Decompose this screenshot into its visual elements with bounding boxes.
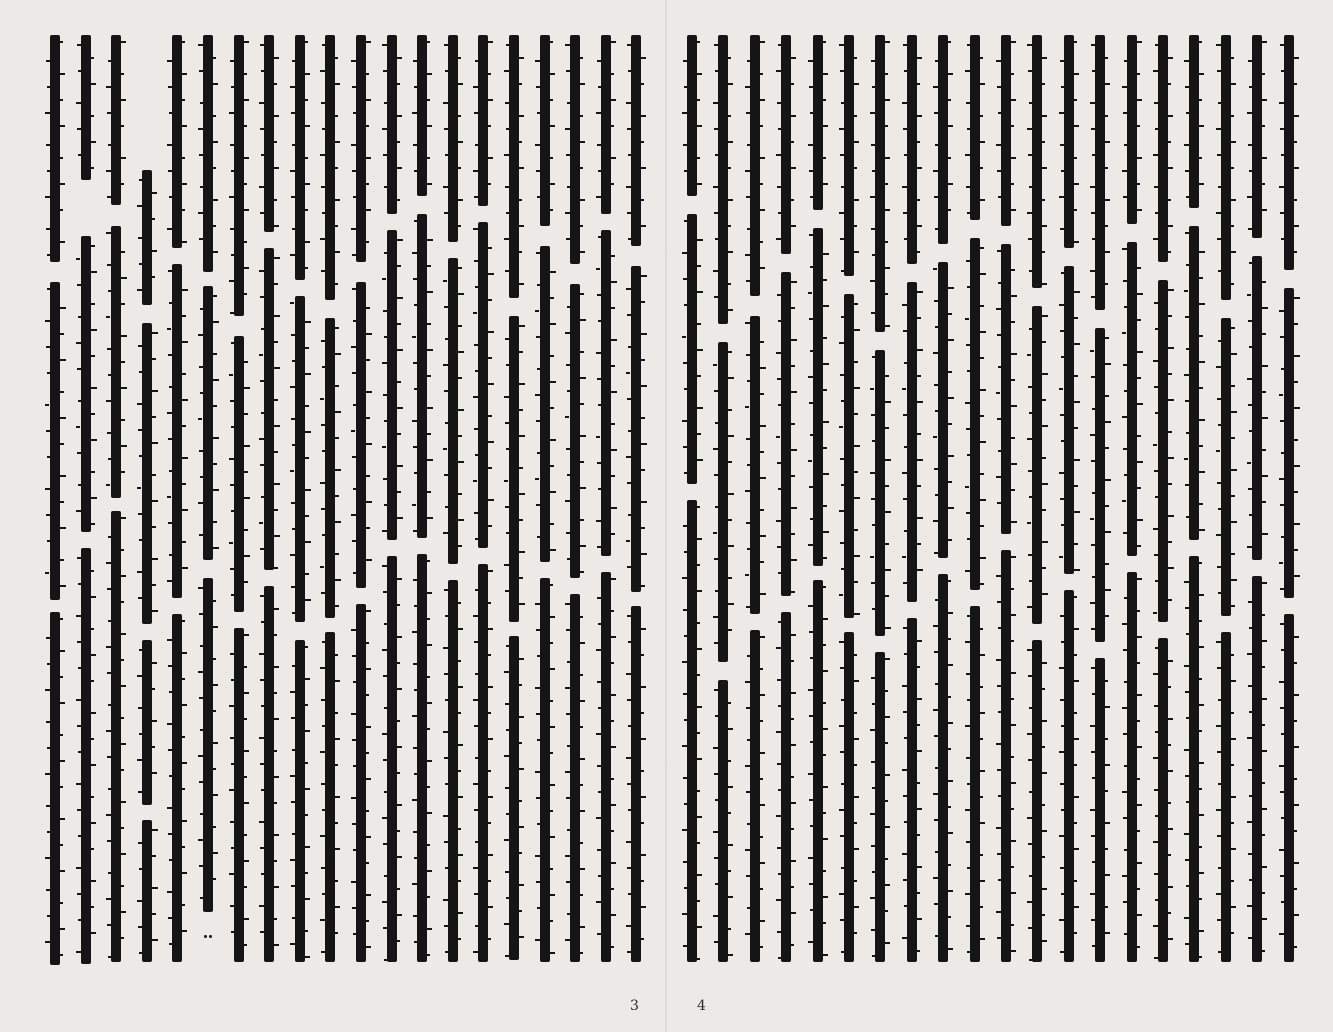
word-stroke: [203, 35, 213, 272]
text-column: [993, 0, 1019, 1032]
word-stroke: [417, 35, 427, 196]
word-stroke: [1221, 35, 1231, 300]
word-stroke: [718, 35, 728, 324]
word-stroke: [509, 636, 519, 960]
word-stroke: [540, 246, 550, 562]
word-stroke: [1032, 306, 1042, 624]
word-stroke: [540, 578, 550, 962]
text-column: [317, 0, 343, 1032]
word-stroke: [970, 606, 980, 962]
word-stroke: [844, 35, 854, 276]
word-stroke: [875, 652, 885, 962]
word-stroke: [718, 342, 728, 662]
right-page: [667, 0, 1333, 1032]
text-column: [1150, 0, 1176, 1032]
word-stroke: [142, 640, 152, 805]
word-stroke: [203, 286, 213, 560]
word-stroke: [844, 632, 854, 962]
word-stroke: [1158, 35, 1168, 262]
text-column: [1181, 0, 1207, 1032]
text-column: [103, 0, 129, 1032]
word-stroke: [844, 294, 854, 618]
word-stroke: [781, 272, 791, 596]
text-column: [470, 0, 496, 1032]
word-stroke: [1284, 288, 1294, 598]
text-column: [1244, 0, 1270, 1032]
text-column: [836, 0, 862, 1032]
word-stroke: [234, 336, 244, 612]
text-column: [1056, 0, 1082, 1032]
word-stroke: [1252, 35, 1262, 238]
text-column: [134, 0, 160, 1032]
word-stroke: [875, 35, 885, 332]
word-stroke: [1064, 590, 1074, 962]
word-stroke: [1127, 242, 1137, 556]
word-stroke: [570, 594, 580, 962]
word-stroke: [601, 572, 611, 962]
word-stroke: [478, 222, 488, 548]
word-stroke: [631, 266, 641, 592]
word-stroke: [387, 556, 397, 962]
text-column: [899, 0, 925, 1032]
word-stroke: [142, 323, 152, 624]
word-stroke: [1001, 35, 1011, 226]
punctuation-mark: [233, 300, 245, 310]
word-stroke: [417, 214, 427, 538]
word-stroke: [1252, 576, 1262, 962]
left-page: [0, 0, 666, 1032]
word-stroke: [540, 35, 550, 226]
word-stroke: [938, 574, 948, 962]
word-stroke: [1158, 638, 1168, 962]
word-stroke: [570, 284, 580, 578]
word-stroke: [1095, 328, 1105, 642]
word-stroke: [387, 35, 397, 214]
word-stroke: [81, 236, 91, 532]
text-column: [742, 0, 768, 1032]
word-stroke: [356, 604, 366, 962]
text-column: [710, 0, 736, 1032]
word-stroke: [325, 35, 335, 300]
word-stroke: [356, 282, 366, 588]
text-column: [562, 0, 588, 1032]
word-stroke: [264, 248, 274, 570]
text-column: [73, 0, 99, 1032]
word-stroke: [50, 612, 60, 965]
word-stroke: [264, 35, 274, 232]
text-column: [1213, 0, 1239, 1032]
word-stroke: [142, 170, 152, 305]
word-stroke: [172, 35, 182, 248]
text-column: [348, 0, 374, 1032]
word-stroke: [295, 35, 305, 280]
word-stroke: [907, 282, 917, 602]
text-column: [195, 0, 221, 1032]
word-stroke: [50, 282, 60, 600]
word-stroke: [1221, 632, 1231, 962]
word-stroke: [1095, 658, 1105, 962]
text-column: [42, 0, 68, 1032]
word-stroke: [907, 35, 917, 264]
word-stroke: [264, 586, 274, 962]
word-stroke: [111, 35, 121, 205]
text-column: [1119, 0, 1145, 1032]
word-stroke: [356, 35, 366, 262]
word-stroke: [1284, 614, 1294, 962]
word-stroke: [1158, 280, 1168, 622]
left-page-number: 3: [630, 998, 639, 1014]
word-stroke: [813, 580, 823, 962]
word-stroke: [1095, 35, 1105, 310]
word-stroke: [1001, 244, 1011, 534]
text-column: [593, 0, 619, 1032]
punctuation-mark: [202, 932, 214, 942]
word-stroke: [718, 680, 728, 962]
text-column: [226, 0, 252, 1032]
word-stroke: [1189, 226, 1199, 540]
word-stroke: [781, 612, 791, 962]
text-column: [164, 0, 190, 1032]
word-stroke: [111, 511, 121, 962]
text-column: [256, 0, 282, 1032]
right-page-number: 4: [697, 998, 706, 1014]
word-stroke: [172, 614, 182, 962]
text-column: [287, 0, 313, 1032]
text-column: [773, 0, 799, 1032]
word-stroke: [1032, 35, 1042, 288]
word-stroke: [781, 35, 791, 254]
word-stroke: [1127, 35, 1137, 224]
word-stroke: [1221, 318, 1231, 616]
text-column: [1024, 0, 1050, 1032]
word-stroke: [509, 35, 519, 298]
word-stroke: [81, 548, 91, 964]
word-stroke: [601, 230, 611, 556]
word-stroke: [234, 628, 244, 962]
word-stroke: [750, 35, 760, 296]
word-stroke: [509, 316, 519, 622]
word-stroke: [750, 630, 760, 962]
word-stroke: [570, 35, 580, 264]
word-stroke: [1032, 640, 1042, 962]
text-column: [805, 0, 831, 1032]
word-stroke: [448, 258, 458, 564]
punctuation-mark: [110, 168, 122, 178]
word-stroke: [938, 35, 948, 244]
word-stroke: [687, 35, 697, 196]
word-stroke: [111, 226, 121, 498]
word-stroke: [1001, 550, 1011, 962]
word-stroke: [1127, 572, 1137, 962]
text-column: [930, 0, 956, 1032]
word-stroke: [970, 238, 980, 590]
word-stroke: [875, 350, 885, 636]
word-stroke: [813, 35, 823, 210]
word-stroke: [631, 35, 641, 246]
word-stroke: [1064, 35, 1074, 248]
word-stroke: [295, 296, 305, 622]
word-stroke: [142, 820, 152, 962]
word-stroke: [1064, 266, 1074, 574]
text-column: [409, 0, 435, 1032]
word-stroke: [938, 262, 948, 558]
word-stroke: [687, 500, 697, 962]
word-stroke: [970, 35, 980, 220]
punctuation-mark: [1220, 366, 1232, 376]
punctuation-mark: [717, 318, 729, 328]
word-stroke: [325, 632, 335, 962]
word-stroke: [295, 640, 305, 962]
word-stroke: [325, 318, 335, 618]
word-stroke: [448, 580, 458, 962]
word-stroke: [81, 35, 91, 180]
text-column: [532, 0, 558, 1032]
text-column: [1276, 0, 1302, 1032]
text-column: [962, 0, 988, 1032]
word-stroke: [448, 35, 458, 242]
word-stroke: [750, 316, 760, 614]
word-stroke: [203, 578, 213, 912]
text-column: [440, 0, 466, 1032]
word-stroke: [172, 264, 182, 598]
text-column: [623, 0, 649, 1032]
word-stroke: [631, 606, 641, 962]
word-stroke: [601, 35, 611, 214]
word-stroke: [1189, 35, 1199, 208]
word-stroke: [478, 564, 488, 962]
word-stroke: [417, 554, 427, 962]
word-stroke: [1284, 35, 1294, 270]
text-column: [379, 0, 405, 1032]
text-column: [501, 0, 527, 1032]
word-stroke: [1189, 556, 1199, 962]
word-stroke: [813, 228, 823, 566]
word-stroke: [478, 35, 488, 206]
text-column: [679, 0, 705, 1032]
word-stroke: [50, 35, 60, 262]
word-stroke: [387, 230, 397, 540]
word-stroke: [234, 35, 244, 316]
word-stroke: [1252, 256, 1262, 560]
word-stroke: [907, 618, 917, 962]
text-column: [1087, 0, 1113, 1032]
word-stroke: [687, 214, 697, 484]
text-column: [867, 0, 893, 1032]
